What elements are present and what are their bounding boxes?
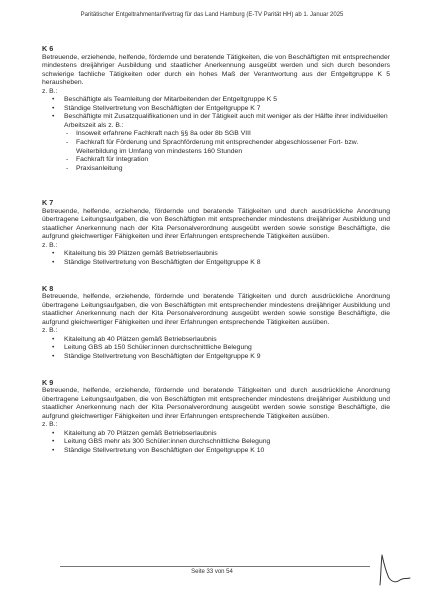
list-item-text: Beschäftigte mit Zusatzqualifikationen und in der Tätigkeit auch mit weniger als der Hälfte ihrer individuellen Arbeitszeit als z. B.:: [64, 113, 388, 129]
bullet-list: [42, 430, 390, 456]
list-item: • Ständige Stellvertretung von Beschäftigten der Entgeltgruppe K 10: [42, 447, 390, 456]
list-item: • Ständige Stellvertretung von Beschäftigten der Entgeltgruppe K 9: [42, 353, 390, 362]
example-label: z. B.:: [42, 241, 58, 249]
section-title: K 7: [42, 198, 54, 208]
section-title: K 6: [42, 44, 54, 53]
sub-list-item: - Praxisanleitung: [64, 165, 390, 174]
section-spacer: [42, 362, 390, 379]
section-paragraph: Betreuende, erziehende, helfende, fördernde und beratende Tätigkeiten, die von Beschäftigten mit entsprechender mindestens dreijähriger Ausbildung und staatlicher Anerkennung ausgeübt werden und sich durch besonders schwierige fachliche Tätigkeiten oder durch ein hohes Maß der Verantwortung aus der Entgeltgruppe K 5 herausheben.: [42, 53, 390, 87]
section-spacer: [42, 268, 390, 285]
example-label: z. B.:: [42, 87, 58, 95]
list-item: • Kitaleitung ab 40 Plätzen gemäß Betriebserlaubnis: [42, 336, 390, 345]
section-k8: [42, 285, 390, 362]
handwritten-signature: [376, 552, 412, 588]
sub-list-item: - Insoweit erfahrene Fachkraft nach §§ 8a oder 8b SGB VIII: [64, 130, 390, 139]
list-item: • Kitaleitung ab 70 Plätzen gemäß Betriebserlaubnis: [42, 430, 390, 439]
list-item: • Kitaleitung bis 39 Plätzen gemäß Betriebserlaubnis: [42, 250, 390, 259]
section-k7: [42, 199, 390, 267]
section-spacer: [42, 173, 390, 199]
list-item: • Leitung GBS mehr als 300 Schüler:innen durchschnittliche Belegung: [42, 438, 390, 447]
section-paragraph: Betreuende, helfende, erziehende, fördernde und beratende Tätigkeiten und durch ausdrückliche Anordnung übertragene Leitungsaufgaben, die von Beschäftigten mit entsprechender mindestens dreijähriger Ausbildung und staatlicher Anerkennung nach der Kita Personalverordnung ausgeübt werden sowie sonstige Beschäftigte, die aufgrund gleichwertiger Fähigkeiten und ihrer Erfahrungen entsprechende Tätigkeiten ausüben.: [42, 207, 390, 241]
footer-divider: [60, 566, 370, 567]
section-paragraph: Betreuende, helfende, erziehende, fördernde und beratende Tätigkeiten und durch ausdrückliche Anordnung übertragene Leitungsaufgaben, die von Beschäftigten mit entsprechender mindestens dreijähriger Ausbildung und staatlicher Anerkennung nach der Kita Personalverordnung ausgeübt werden sowie sonstige Beschäftigte, die aufgrund gleichwertiger Fähigkeiten und ihrer Erfahrungen entsprechende Tätigkeiten ausüben.: [42, 387, 390, 420]
sub-list-item: - Fachkraft für Förderung und Sprachförderung mit entsprechender abgeschlossener Fort- bzw. Weiterbildung im Umfang von mindestens 160 Stunden: [64, 139, 390, 156]
sub-list-item: - Fachkraft für Integration: [64, 156, 390, 165]
bullet-list: [42, 96, 390, 173]
bullet-list: [42, 250, 390, 267]
section-title: K 8: [42, 283, 54, 293]
section-title: K 9: [42, 377, 54, 387]
document-body: [42, 45, 390, 455]
section-k9: [42, 379, 390, 456]
page-header: Paritätischer Entgeltrahmentarifvertrag für das Land Hamburg (E-TV Parität HH) ab 1. Januar 2025: [80, 12, 344, 18]
list-item: • Ständige Stellvertretung von Beschäftigten der Entgeltgruppe K 8: [42, 259, 390, 268]
example-label: z. B.:: [42, 327, 58, 335]
section-k6: [42, 45, 390, 173]
page-number: Seite 33 von 54: [191, 569, 233, 575]
dash-sublist: [64, 130, 390, 173]
bullet-list: [42, 336, 390, 362]
list-item: • Leitung GBS ab 150 Schüler:innen durchschnittliche Belegung: [42, 344, 390, 353]
list-item: • Ständige Stellvertretung von Beschäftigten der Entgeltgruppe K 7: [42, 105, 390, 114]
section-paragraph: Betreuende, helfende, erziehende, fördernde und beratende Tätigkeiten und durch ausdrückliche Anordnung übertragene Leitungsaufgaben, die von Beschäftigten mit entsprechender mindestens dreijähriger Ausbildung und staatlicher Anerkennung nach der Kita Personalverordnung ausgeübt werden sowie sonstige Beschäftigte, die aufgrund gleichwertiger Fähigkeiten und ihrer Erfahrungen entsprechende Tätigkeiten ausüben.: [42, 293, 390, 326]
list-item: [42, 113, 390, 173]
list-item: • Beschäftigte als Teamleitung der Mitarbeitenden der Entgeltgruppe K 5: [42, 96, 390, 105]
example-label: z. B.:: [42, 421, 58, 429]
